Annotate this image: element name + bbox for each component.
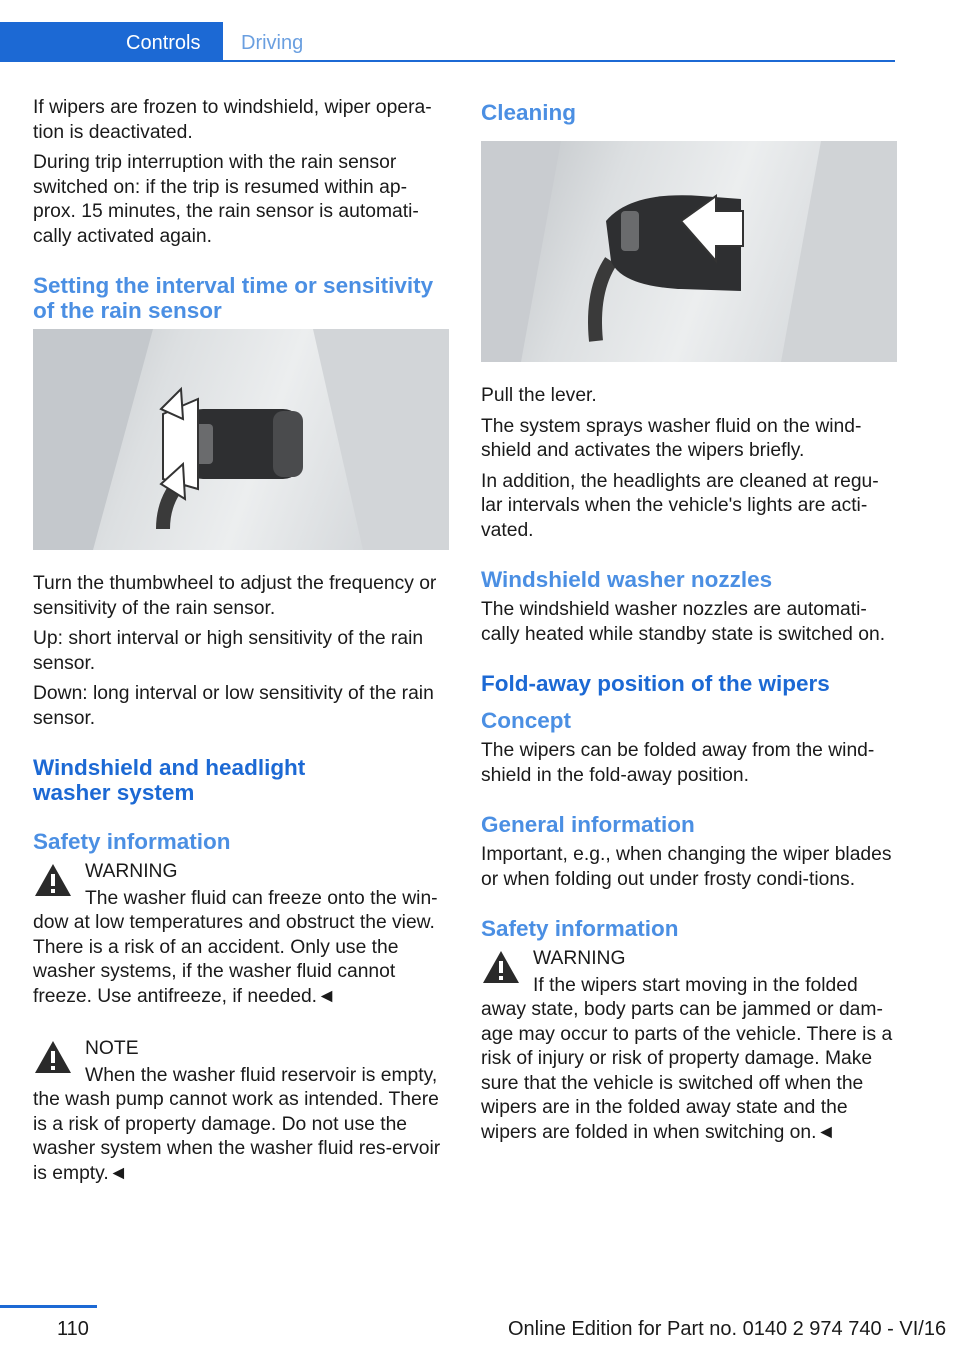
tab-driving[interactable] [223,22,895,62]
paragraph: During trip interruption with the rain sensor switched on: if the trip is resumed within ap-prox. 15 minutes, the rain sensor is automati-cally activated again. [33,152,419,247]
warning-triangle-icon [33,1039,73,1075]
paragraph: Turn the thumbwheel to adjust the frequency or sensitivity of the rain sensor. [33,573,437,619]
edition-note: Online Edition for Part no. 0140 2 974 740 - VI/16 [508,1318,947,1340]
paragraph: The wipers can be folded away from the wind-shield in the fold-away position. [481,740,875,786]
paragraph: The windshield washer nozzles are automati-cally heated while standby state is switched on. [481,599,886,645]
page-rule [0,1305,97,1308]
thumbwheel-lever-illustration [33,329,449,550]
note-box [33,1037,449,1186]
subsection-heading: Safety information [481,916,679,941]
paragraph: Down: long interval or low sensitivity of the rain sensor. [33,683,434,729]
note-text: When the washer fluid reservoir is empty, the wash pump cannot work as intended. There is a risk of property damage. Do not use the washer system when the washer fluid res-ervoir is empty.◄ [33,1064,441,1184]
warning-triangle-icon [481,949,521,985]
warning-box [33,860,449,1009]
warning-text: If the wipers start moving in the folded away state, body parts can be jammed or dam-age may occur to parts of the vehicle. There is a risk of injury or risk of property damage. Make sure that the vehicle is switched off when the wipers are in the folded away state and the wipers are folded in when switching on.◄ [481,974,893,1143]
paragraph: The system sprays washer fluid on the wind-shield and activates the wipers briefly. [481,415,862,461]
paragraph: In addition, the headlights are cleaned at regu-lar intervals when the vehicle's lights are acti-vated. [481,470,879,541]
section-heading: Cleaning [481,100,577,125]
tab-controls-label: Controls [126,32,201,54]
section-heading: Setting the interval time or sensitivity of the rain sensor [33,273,434,323]
warning-text: The washer fluid can freeze onto the win-dow at low temperatures and obstruct the view. There is a risk of an accident. Only use the washer systems, if the washer fluid cannot freeze. Use antifreeze, if needed.◄ [33,887,438,1007]
warning-label: WARNING [85,861,178,882]
note-label: NOTE [85,1038,139,1059]
tab-driving-label: Driving [241,32,304,54]
paragraph: Up: short interval or high sensitivity of the rain sensor. [33,628,424,674]
paragraph: If wipers are frozen to windshield, wiper opera-tion is deactivated. [33,97,432,143]
page-number: 110 [57,1318,89,1340]
left-column [33,96,449,1192]
warning-box [481,947,897,1145]
subsection-heading: Safety information [33,829,231,854]
subsection-heading: General information [481,812,695,837]
pull-lever-illustration [481,141,897,362]
warning-label: WARNING [533,948,626,969]
section-heading: Fold-away position of the wipers [481,671,830,696]
paragraph: Important, e.g., when changing the wiper blades or when folding out under frosty condi-tions. [481,844,892,890]
subsection-heading: Windshield washer nozzles [481,567,773,592]
paragraph: Pull the lever. [481,385,597,406]
warning-triangle-icon [33,862,73,898]
section-tabs [0,22,895,62]
tab-controls[interactable] [0,22,223,62]
right-column [481,100,897,1151]
section-heading: Windshield and headlight washer system [33,755,306,805]
subsection-heading: Concept [481,708,571,733]
